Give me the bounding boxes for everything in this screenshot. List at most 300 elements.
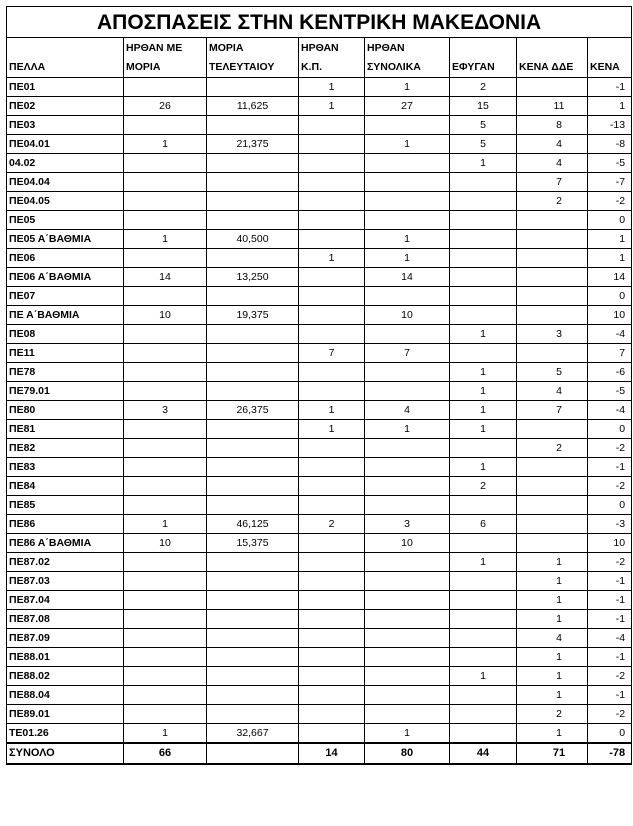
- table-row: [7, 420, 632, 439]
- last-points-cell: 32,667: [207, 724, 299, 744]
- arrived-kp-cell: [299, 496, 365, 515]
- vacancies-cell: 10: [588, 306, 632, 325]
- table-row: [7, 496, 632, 515]
- arrived-by-points-cell: [124, 553, 207, 572]
- arrived-total-cell: [365, 496, 450, 515]
- arrived-kp-cell: [299, 287, 365, 306]
- arrived-total-cell: 1: [365, 78, 450, 97]
- region-cell: ΠΕ07: [7, 287, 124, 306]
- vacancies-cell: -1: [588, 610, 632, 629]
- vacancies-dde-cell: [517, 515, 588, 534]
- table-row: [7, 534, 632, 553]
- vacancies-cell: 0: [588, 724, 632, 744]
- left-cell: [450, 629, 517, 648]
- region-cell: ΠΕ81: [7, 420, 124, 439]
- last-points-cell: [207, 78, 299, 97]
- arrived-total-cell: [365, 553, 450, 572]
- arrived-total-cell: 10: [365, 306, 450, 325]
- left-cell: [450, 287, 517, 306]
- arrived-by-points-cell: [124, 325, 207, 344]
- arrived-kp-cell: [299, 382, 365, 401]
- vacancies-dde-cell: 1: [517, 686, 588, 705]
- vacancies-dde-cell: [517, 230, 588, 249]
- last-points-cell: [207, 325, 299, 344]
- vacancies-cell: -1: [588, 78, 632, 97]
- left-cell: 1: [450, 420, 517, 439]
- vacancies-cell: -2: [588, 667, 632, 686]
- vacancies-dde-cell: [517, 306, 588, 325]
- arrived-total-cell: 3: [365, 515, 450, 534]
- last-points-cell: [207, 648, 299, 667]
- last-points-cell: [207, 116, 299, 135]
- region-cell: ΠΕ08: [7, 325, 124, 344]
- left-cell: 1: [450, 382, 517, 401]
- arrived-kp-cell: [299, 458, 365, 477]
- arrived-total-cell: [365, 382, 450, 401]
- table-row: [7, 610, 632, 629]
- arrived-by-points-cell: [124, 439, 207, 458]
- arrived-by-points-cell: 10: [124, 306, 207, 325]
- arrived-by-points-cell: 26: [124, 97, 207, 116]
- arrived-total-cell: 1: [365, 249, 450, 268]
- vacancies-cell: -5: [588, 382, 632, 401]
- table-row: [7, 477, 632, 496]
- arrived-total-cell: 4: [365, 401, 450, 420]
- region-cell: ΠΕ06 Α΄ΒΑΘΜΙΑ: [7, 268, 124, 287]
- arrived-total-cell: [365, 705, 450, 724]
- table-row: [7, 572, 632, 591]
- vacancies-dde-cell: 5: [517, 363, 588, 382]
- vacancies-cell: -4: [588, 325, 632, 344]
- last-points-cell: [207, 686, 299, 705]
- arrived-total-cell: [365, 629, 450, 648]
- arrived-by-points-cell: [124, 78, 207, 97]
- table-row: [7, 268, 632, 287]
- arrived-total-cell: [365, 667, 450, 686]
- vacancies-dde-cell: 11: [517, 97, 588, 116]
- left-cell: [450, 439, 517, 458]
- table-row: [7, 135, 632, 154]
- total-left-cell: 44: [450, 743, 517, 764]
- arrived-by-points-cell: [124, 249, 207, 268]
- arrived-by-points-cell: 1: [124, 135, 207, 154]
- region-cell: ΠΕ11: [7, 344, 124, 363]
- arrived-kp-cell: [299, 173, 365, 192]
- left-cell: 2: [450, 477, 517, 496]
- table-row: [7, 211, 632, 230]
- table-row: [7, 439, 632, 458]
- vacancies-dde-cell: 2: [517, 192, 588, 211]
- arrived-by-points-cell: [124, 287, 207, 306]
- vacancies-dde-cell: [517, 420, 588, 439]
- vacancies-cell: -1: [588, 686, 632, 705]
- left-cell: 1: [450, 667, 517, 686]
- arrived-total-cell: [365, 648, 450, 667]
- arrived-by-points-cell: [124, 192, 207, 211]
- arrived-by-points-cell: [124, 705, 207, 724]
- last-points-cell: 19,375: [207, 306, 299, 325]
- header-row: [7, 38, 632, 78]
- left-cell: [450, 686, 517, 705]
- arrived-by-points-cell: [124, 496, 207, 515]
- region-cell: ΠΕ86 Α΄ΒΑΘΜΙΑ: [7, 534, 124, 553]
- arrived-by-points-cell: 1: [124, 230, 207, 249]
- arrived-kp-cell: [299, 116, 365, 135]
- vacancies-cell: -7: [588, 173, 632, 192]
- table-row: [7, 116, 632, 135]
- arrived-total-cell: 7: [365, 344, 450, 363]
- arrived-kp-cell: 1: [299, 401, 365, 420]
- last-points-cell: [207, 287, 299, 306]
- vacancies-dde-cell: [517, 496, 588, 515]
- table-row: [7, 458, 632, 477]
- arrived-kp-cell: [299, 553, 365, 572]
- arrived-by-points-cell: [124, 420, 207, 439]
- vacancies-cell: -3: [588, 515, 632, 534]
- last-points-cell: 26,375: [207, 401, 299, 420]
- total-last-points-cell: [207, 743, 299, 764]
- arrived-kp-cell: [299, 268, 365, 287]
- left-cell: 1: [450, 363, 517, 382]
- table-row: [7, 154, 632, 173]
- arrived-kp-cell: [299, 230, 365, 249]
- vacancies-dde-cell: 4: [517, 154, 588, 173]
- vacancies-cell: 14: [588, 268, 632, 287]
- total-vacancies-dde-cell: 71: [517, 743, 588, 764]
- last-points-cell: 46,125: [207, 515, 299, 534]
- vacancies-dde-cell: [517, 249, 588, 268]
- table-row: [7, 382, 632, 401]
- last-points-cell: 13,250: [207, 268, 299, 287]
- region-cell: ΠΕ05 Α΄ΒΑΘΜΙΑ: [7, 230, 124, 249]
- vacancies-cell: -6: [588, 363, 632, 382]
- vacancies-cell: -2: [588, 553, 632, 572]
- arrived-total-cell: [365, 610, 450, 629]
- vacancies-cell: 0: [588, 496, 632, 515]
- left-cell: [450, 724, 517, 744]
- arrived-kp-cell: [299, 306, 365, 325]
- vacancies-cell: 1: [588, 249, 632, 268]
- region-cell: ΠΕ84: [7, 477, 124, 496]
- table-row: [7, 705, 632, 724]
- last-points-cell: [207, 591, 299, 610]
- arrived-kp-cell: [299, 154, 365, 173]
- arrived-total-cell: 1: [365, 420, 450, 439]
- left-cell: 6: [450, 515, 517, 534]
- arrived-total-cell: [365, 173, 450, 192]
- arrived-by-points-cell: 10: [124, 534, 207, 553]
- table-title: ΑΠΟΣΠΑΣΕΙΣ ΣΤΗΝ ΚΕΝΤΡΙΚΗ ΜΑΚΕΔΟΝΙΑ: [7, 7, 632, 38]
- vacancies-dde-cell: 4: [517, 629, 588, 648]
- arrived-by-points-cell: [124, 458, 207, 477]
- vacancies-dde-cell: 8: [517, 116, 588, 135]
- region-cell: ΠΕ03: [7, 116, 124, 135]
- header-arrived-total: ΗΡΘΑΝ ΣΥΝΟΛΙΚΑ: [365, 38, 450, 78]
- arrived-kp-cell: 1: [299, 78, 365, 97]
- header-left: ΕΦΥΓΑΝ: [450, 38, 517, 78]
- table-row: [7, 287, 632, 306]
- table-row: [7, 325, 632, 344]
- table-row: [7, 591, 632, 610]
- left-cell: [450, 306, 517, 325]
- header-arrived-by-points: ΗΡΘΑΝ ΜΕ ΜΟΡΙΑ: [124, 38, 207, 78]
- last-points-cell: [207, 211, 299, 230]
- vacancies-dde-cell: 1: [517, 610, 588, 629]
- arrived-total-cell: [365, 116, 450, 135]
- arrived-total-cell: 1: [365, 135, 450, 154]
- arrived-kp-cell: [299, 686, 365, 705]
- region-cell: ΠΕ82: [7, 439, 124, 458]
- table-row: [7, 78, 632, 97]
- arrived-by-points-cell: [124, 363, 207, 382]
- arrived-by-points-cell: [124, 667, 207, 686]
- last-points-cell: [207, 629, 299, 648]
- region-cell: ΠΕ79.01: [7, 382, 124, 401]
- arrived-kp-cell: [299, 610, 365, 629]
- vacancies-dde-cell: 1: [517, 553, 588, 572]
- arrived-by-points-cell: 14: [124, 268, 207, 287]
- vacancies-cell: -1: [588, 648, 632, 667]
- vacancies-dde-cell: [517, 268, 588, 287]
- arrived-total-cell: [365, 439, 450, 458]
- left-cell: [450, 192, 517, 211]
- region-cell: ΠΕ02: [7, 97, 124, 116]
- total-row: [7, 743, 632, 764]
- region-cell: ΠΕ80: [7, 401, 124, 420]
- last-points-cell: [207, 572, 299, 591]
- last-points-cell: [207, 496, 299, 515]
- region-cell: ΠΕ88.01: [7, 648, 124, 667]
- region-cell: ΠΕ86: [7, 515, 124, 534]
- arrived-total-cell: 1: [365, 724, 450, 744]
- last-points-cell: [207, 610, 299, 629]
- table-row: [7, 401, 632, 420]
- left-cell: [450, 344, 517, 363]
- arrived-kp-cell: 7: [299, 344, 365, 363]
- last-points-cell: [207, 173, 299, 192]
- total-vacancies-cell: -78: [588, 743, 632, 764]
- vacancies-cell: -2: [588, 439, 632, 458]
- vacancies-dde-cell: 4: [517, 135, 588, 154]
- arrived-total-cell: 1: [365, 230, 450, 249]
- left-cell: [450, 591, 517, 610]
- vacancies-dde-cell: [517, 287, 588, 306]
- arrived-total-cell: [365, 591, 450, 610]
- placements-table: [6, 6, 632, 765]
- last-points-cell: [207, 344, 299, 363]
- vacancies-cell: -5: [588, 154, 632, 173]
- arrived-by-points-cell: 3: [124, 401, 207, 420]
- vacancies-dde-cell: 7: [517, 401, 588, 420]
- last-points-cell: 21,375: [207, 135, 299, 154]
- last-points-cell: 11,625: [207, 97, 299, 116]
- region-cell: ΠΕ89.01: [7, 705, 124, 724]
- last-points-cell: [207, 553, 299, 572]
- arrived-by-points-cell: [124, 686, 207, 705]
- region-cell: ΠΕ01: [7, 78, 124, 97]
- left-cell: 5: [450, 116, 517, 135]
- left-cell: [450, 173, 517, 192]
- last-points-cell: [207, 363, 299, 382]
- arrived-kp-cell: [299, 363, 365, 382]
- left-cell: [450, 268, 517, 287]
- left-cell: 1: [450, 553, 517, 572]
- region-cell: ΠΕ87.08: [7, 610, 124, 629]
- left-cell: 2: [450, 78, 517, 97]
- region-cell: ΤΕ01.26: [7, 724, 124, 744]
- arrived-total-cell: [365, 287, 450, 306]
- total-region-cell: ΣΥΝΟΛΟ: [7, 743, 124, 764]
- left-cell: 1: [450, 325, 517, 344]
- total-arrived-by-points-cell: 66: [124, 743, 207, 764]
- region-cell: ΠΕ83: [7, 458, 124, 477]
- vacancies-cell: 1: [588, 97, 632, 116]
- vacancies-dde-cell: 2: [517, 439, 588, 458]
- title-row: [7, 7, 632, 38]
- vacancies-dde-cell: 2: [517, 705, 588, 724]
- arrived-total-cell: 27: [365, 97, 450, 116]
- vacancies-cell: -2: [588, 477, 632, 496]
- arrived-kp-cell: [299, 477, 365, 496]
- table-row: [7, 344, 632, 363]
- vacancies-dde-cell: 3: [517, 325, 588, 344]
- arrived-by-points-cell: 1: [124, 515, 207, 534]
- region-cell: ΠΕ04.01: [7, 135, 124, 154]
- last-points-cell: 40,500: [207, 230, 299, 249]
- region-cell: ΠΕ06: [7, 249, 124, 268]
- arrived-total-cell: [365, 572, 450, 591]
- arrived-kp-cell: [299, 534, 365, 553]
- region-cell: ΠΕ87.09: [7, 629, 124, 648]
- arrived-total-cell: [365, 686, 450, 705]
- table-row: [7, 667, 632, 686]
- left-cell: [450, 211, 517, 230]
- arrived-total-cell: 14: [365, 268, 450, 287]
- vacancies-dde-cell: 1: [517, 667, 588, 686]
- arrived-by-points-cell: [124, 629, 207, 648]
- arrived-kp-cell: 1: [299, 249, 365, 268]
- region-cell: ΠΕ04.05: [7, 192, 124, 211]
- region-cell: ΠΕ88.02: [7, 667, 124, 686]
- last-points-cell: [207, 154, 299, 173]
- table-row: [7, 515, 632, 534]
- arrived-by-points-cell: [124, 591, 207, 610]
- region-cell: ΠΕ85: [7, 496, 124, 515]
- region-cell: ΠΕ88.04: [7, 686, 124, 705]
- arrived-kp-cell: [299, 572, 365, 591]
- vacancies-cell: 7: [588, 344, 632, 363]
- left-cell: [450, 230, 517, 249]
- vacancies-cell: -1: [588, 458, 632, 477]
- table-row: [7, 173, 632, 192]
- arrived-total-cell: 10: [365, 534, 450, 553]
- last-points-cell: [207, 382, 299, 401]
- total-arrived-kp-cell: 14: [299, 743, 365, 764]
- region-cell: ΠΕ Α΄ΒΑΘΜΙΑ: [7, 306, 124, 325]
- region-cell: ΠΕ05: [7, 211, 124, 230]
- arrived-kp-cell: [299, 325, 365, 344]
- arrived-by-points-cell: [124, 173, 207, 192]
- vacancies-dde-cell: [517, 344, 588, 363]
- last-points-cell: [207, 249, 299, 268]
- arrived-total-cell: [365, 477, 450, 496]
- region-cell: ΠΕ87.04: [7, 591, 124, 610]
- arrived-total-cell: [365, 325, 450, 344]
- vacancies-dde-cell: [517, 458, 588, 477]
- left-cell: 1: [450, 401, 517, 420]
- vacancies-cell: 0: [588, 211, 632, 230]
- arrived-total-cell: [365, 211, 450, 230]
- arrived-total-cell: [365, 192, 450, 211]
- table-row: [7, 306, 632, 325]
- arrived-kp-cell: [299, 667, 365, 686]
- table-row: [7, 648, 632, 667]
- arrived-by-points-cell: 1: [124, 724, 207, 744]
- left-cell: 15: [450, 97, 517, 116]
- header-last-points: ΜΟΡΙΑ ΤΕΛΕΥΤΑΙΟΥ: [207, 38, 299, 78]
- table-row: [7, 230, 632, 249]
- arrived-by-points-cell: [124, 116, 207, 135]
- arrived-by-points-cell: [124, 382, 207, 401]
- left-cell: [450, 534, 517, 553]
- vacancies-cell: -4: [588, 401, 632, 420]
- vacancies-cell: 0: [588, 287, 632, 306]
- last-points-cell: [207, 192, 299, 211]
- arrived-kp-cell: [299, 724, 365, 744]
- table-row: [7, 97, 632, 116]
- vacancies-dde-cell: [517, 211, 588, 230]
- arrived-kp-cell: 1: [299, 420, 365, 439]
- arrived-kp-cell: [299, 629, 365, 648]
- arrived-by-points-cell: [124, 648, 207, 667]
- left-cell: [450, 610, 517, 629]
- vacancies-cell: 0: [588, 420, 632, 439]
- vacancies-dde-cell: [517, 534, 588, 553]
- arrived-kp-cell: [299, 705, 365, 724]
- vacancies-cell: 10: [588, 534, 632, 553]
- table-row: [7, 629, 632, 648]
- left-cell: [450, 249, 517, 268]
- vacancies-dde-cell: [517, 78, 588, 97]
- region-cell: 04.02: [7, 154, 124, 173]
- header-arrived-kp: ΗΡΘΑΝ Κ.Π.: [299, 38, 365, 78]
- arrived-by-points-cell: [124, 610, 207, 629]
- vacancies-dde-cell: 4: [517, 382, 588, 401]
- table-row: [7, 553, 632, 572]
- spreadsheet: [6, 6, 631, 765]
- vacancies-cell: -1: [588, 591, 632, 610]
- arrived-by-points-cell: [124, 477, 207, 496]
- header-vacancies-dde: ΚΕΝΑ ΔΔΕ: [517, 38, 588, 78]
- table-row: [7, 192, 632, 211]
- region-cell: ΠΕ78: [7, 363, 124, 382]
- table-row: [7, 686, 632, 705]
- arrived-total-cell: [365, 363, 450, 382]
- last-points-cell: [207, 439, 299, 458]
- vacancies-cell: -2: [588, 705, 632, 724]
- header-region: ΠΕΛΛΑ: [7, 38, 124, 78]
- vacancies-cell: -1: [588, 572, 632, 591]
- vacancies-dde-cell: 1: [517, 724, 588, 744]
- last-points-cell: [207, 458, 299, 477]
- left-cell: [450, 572, 517, 591]
- vacancies-cell: -13: [588, 116, 632, 135]
- last-points-cell: [207, 667, 299, 686]
- vacancies-dde-cell: 1: [517, 591, 588, 610]
- arrived-by-points-cell: [124, 211, 207, 230]
- arrived-kp-cell: [299, 648, 365, 667]
- vacancies-cell: -8: [588, 135, 632, 154]
